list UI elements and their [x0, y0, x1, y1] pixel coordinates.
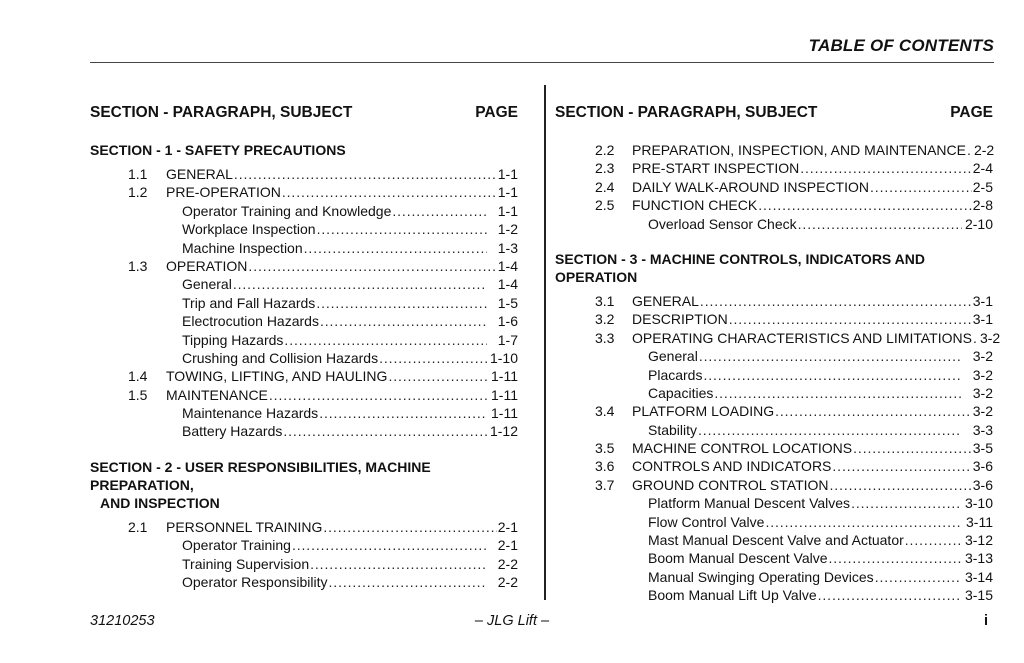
toc-entry-page: 2-1 [497, 518, 518, 535]
header-rule [90, 62, 994, 63]
column-header-subject: SECTION - PARAGRAPH, SUBJECT [90, 104, 353, 121]
toc-entry-number: 2.4 [595, 178, 615, 195]
toc-entry-title: Battery Hazards [182, 423, 283, 440]
toc-entry-title: PERSONNEL TRAINING [166, 518, 323, 535]
section-2-entries [90, 518, 518, 592]
toc-entry[interactable] [90, 165, 518, 183]
dot-leader [248, 257, 496, 275]
toc-entry-number: 3.2 [595, 311, 615, 328]
toc-entry[interactable] [90, 386, 518, 404]
toc-entry-page: 3-2 [972, 366, 993, 383]
dot-leader [323, 518, 496, 536]
toc-entry-page: 3-2 [972, 348, 993, 365]
toc-entry-title: PLATFORM LOADING [632, 403, 775, 420]
toc-entry[interactable] [555, 513, 993, 531]
dot-leader [775, 402, 972, 420]
section-3-heading: SECTION - 3 - MACHINE CONTROLS, INDICATORS AND OPERATION [555, 250, 925, 285]
toc-entry[interactable] [555, 141, 993, 159]
toc-entry-page: 3-5 [972, 440, 993, 457]
toc-entry-title: Mast Manual Descent Valve and Actuator [648, 532, 904, 549]
toc-entry-title: Stability [648, 421, 698, 438]
dot-leader [269, 386, 490, 404]
dot-leader [765, 513, 962, 531]
dot-leader [758, 196, 972, 214]
toc-entry-number: 3.4 [595, 403, 615, 420]
toc-entry[interactable] [90, 183, 518, 201]
toc-entry-title: General [182, 276, 232, 293]
dot-leader [319, 404, 487, 422]
toc-entry-title: Trip and Fall Hazards [182, 294, 316, 311]
section-3-entries [555, 292, 1001, 605]
section-2-heading [90, 458, 518, 512]
toc-entry-page: 1-10 [489, 349, 518, 366]
toc-entry-page: 3-2 [979, 329, 1001, 346]
toc-entry[interactable] [90, 312, 518, 330]
dot-leader [798, 215, 962, 233]
toc-entry-title: Operator Responsibility [182, 574, 328, 591]
page-title: TABLE OF CONTENTS [808, 36, 994, 55]
toc-entry-title: Workplace Inspection [182, 221, 316, 238]
toc-left-column [90, 104, 518, 591]
dot-leader [973, 329, 979, 347]
dot-leader [729, 310, 972, 328]
toc-entry[interactable] [90, 202, 518, 220]
column-header-page: PAGE [475, 104, 518, 121]
toc-entry-title: FUNCTION CHECK [632, 197, 758, 214]
toc-entry-number: 1.5 [128, 386, 148, 403]
toc-entry[interactable] [555, 586, 993, 604]
toc-entry-title: PRE-START INSPECTION [632, 160, 800, 177]
dot-leader [304, 239, 487, 257]
dot-leader [829, 549, 963, 567]
dot-leader [282, 183, 497, 201]
toc-entry[interactable] [555, 402, 993, 420]
dot-leader [832, 457, 971, 475]
toc-entry-title: DAILY WALK-AROUND INSPECTION [632, 178, 870, 195]
toc-entry-number: 1.3 [128, 257, 148, 274]
toc-entry-number: 3.7 [595, 476, 615, 493]
toc-entry[interactable] [90, 573, 518, 591]
toc-entry-title: DESCRIPTION [632, 311, 728, 328]
toc-entry[interactable] [90, 367, 518, 385]
column-header-subject: SECTION - PARAGRAPH, SUBJECT [555, 104, 818, 121]
dot-leader [703, 366, 962, 384]
toc-entry[interactable] [555, 439, 993, 457]
toc-entry-page: 2-2 [497, 555, 518, 572]
toc-entry-page: 3-6 [972, 476, 993, 493]
toc-entry-page: 3-11 [966, 513, 993, 530]
dot-leader [317, 220, 487, 238]
toc-entry-title: Platform Manual Descent Valves [648, 495, 851, 512]
toc-entry[interactable] [555, 568, 993, 586]
dot-leader [310, 555, 487, 573]
dot-leader [284, 331, 487, 349]
section-2-continued-entries [555, 141, 993, 233]
toc-entry[interactable] [555, 215, 993, 233]
toc-entry-title: Electrocution Hazards [182, 313, 319, 330]
toc-entry[interactable] [90, 220, 518, 238]
toc-entry-title: Placards [648, 366, 703, 383]
toc-entry-page: 3-14 [964, 568, 993, 585]
toc-entry[interactable] [555, 329, 1001, 347]
toc-entry-number: 3.5 [595, 440, 615, 457]
toc-entry-number: 3.6 [595, 458, 615, 475]
toc-right-column [555, 104, 1001, 605]
toc-entry[interactable] [90, 518, 518, 536]
document-number: 31210253 [90, 613, 155, 629]
toc-entry-number: 3.3 [595, 329, 615, 346]
toc-entry-page: 3-1 [972, 292, 993, 309]
toc-entry-page: 2-2 [497, 574, 518, 591]
toc-entry-page: 3-12 [964, 532, 993, 549]
toc-entry-title: CONTROLS AND INDICATORS [632, 458, 832, 475]
toc-entry-page: 1-1 [497, 166, 518, 182]
toc-entry-title: Manual Swinging Operating Devices [648, 568, 874, 585]
toc-entry-page: 1-2 [497, 221, 518, 238]
toc-entry-title: GROUND CONTROL STATION [632, 476, 829, 493]
toc-entry-page: 3-2 [972, 403, 993, 420]
column-header [90, 104, 518, 122]
toc-entry[interactable] [555, 159, 993, 177]
toc-entry[interactable] [555, 531, 993, 549]
toc-entry[interactable] [90, 331, 518, 349]
dot-leader [292, 536, 487, 554]
toc-entry-page: 2-5 [972, 178, 993, 195]
toc-entry-page: 1-11 [491, 405, 518, 422]
dot-leader [714, 384, 962, 402]
toc-entry-title: Flow Control Valve [648, 513, 765, 530]
section-2-heading-line1: SECTION - 2 - USER RESPONSIBILITIES, MACHINE PREPARATION, [90, 458, 431, 493]
toc-entry[interactable] [555, 476, 993, 494]
toc-entry-page: 1-3 [497, 239, 518, 256]
toc-entry-page: 1-1 [497, 184, 518, 201]
toc-entry[interactable] [555, 178, 993, 196]
footer-brand: – JLG Lift – [474, 613, 550, 629]
toc-entry-page: 2-4 [972, 160, 993, 177]
toc-entry-page: 3-15 [964, 587, 993, 604]
toc-entry-title: TOWING, LIFTING, AND HAULING [166, 368, 388, 385]
toc-entry[interactable] [555, 196, 993, 214]
toc-entry-page: 3-2 [972, 384, 993, 401]
page-number: i [983, 613, 988, 629]
toc-entry-page: 3-10 [964, 495, 993, 512]
toc-entry[interactable] [555, 494, 993, 512]
dot-leader [233, 275, 487, 293]
toc-entry-title: Operator Training [182, 537, 291, 554]
toc-entry[interactable] [90, 349, 518, 367]
toc-entry[interactable] [555, 549, 993, 567]
dot-leader [320, 312, 487, 330]
dot-leader [967, 141, 973, 159]
toc-entry-number: 3.1 [595, 292, 615, 309]
toc-entry-page: 1-11 [491, 368, 518, 385]
toc-entry-title: Capacities [648, 384, 714, 401]
toc-entry-page: 2-10 [964, 215, 993, 232]
toc-entry-page: 3-3 [972, 421, 993, 438]
toc-entry[interactable] [555, 347, 993, 365]
section-1-heading: SECTION - 1 - SAFETY PRECAUTIONS [90, 142, 346, 158]
toc-entry[interactable] [90, 404, 518, 422]
dot-leader [698, 421, 962, 439]
toc-entry-title: Boom Manual Descent Valve [648, 550, 828, 567]
toc-entry-number: 1.4 [128, 368, 148, 385]
dot-leader [853, 439, 972, 457]
toc-entry-number: 2.5 [595, 197, 615, 214]
toc-entry-title: General [648, 348, 698, 365]
dot-leader [283, 422, 487, 440]
toc-entry-title: PREPARATION, INSPECTION, AND MAINTENANCE [632, 142, 966, 158]
dot-leader [388, 367, 490, 385]
toc-entry-page: 1-6 [497, 313, 518, 330]
toc-entry-number: 2.1 [128, 518, 148, 535]
toc-entry[interactable] [555, 310, 993, 328]
toc-entry-page: 1-12 [489, 423, 518, 440]
toc-entry[interactable] [90, 294, 518, 312]
toc-entry-page: 2-8 [972, 197, 993, 214]
toc-entry-title: Boom Manual Lift Up Valve [648, 587, 817, 604]
toc-entry-page: 1-11 [491, 386, 518, 403]
toc-entry-page: 3-6 [972, 458, 993, 475]
toc-entry-page: 1-1 [497, 202, 518, 219]
toc-entry-number: 1.1 [128, 166, 148, 182]
toc-entry-title: MACHINE CONTROL LOCATIONS [632, 440, 853, 457]
toc-entry[interactable] [90, 536, 518, 554]
section-2-heading-line2: AND INSPECTION [100, 494, 220, 511]
toc-entry-title: MAINTENANCE [166, 386, 268, 403]
toc-entry[interactable] [555, 421, 993, 439]
toc-entry-title: GENERAL [632, 292, 699, 309]
column-header [555, 104, 993, 122]
toc-entry-title: Operator Training and Knowledge [182, 202, 392, 219]
toc-entry[interactable] [555, 384, 993, 402]
dot-leader [699, 347, 962, 365]
toc-entry-title: OPERATING CHARACTERISTICS AND LIMITATIONS [632, 329, 972, 346]
toc-entry-title: OPERATION [166, 257, 248, 274]
toc-entry-title: Crushing and Collision Hazards [182, 349, 379, 366]
dot-leader [818, 586, 962, 604]
toc-entry[interactable] [555, 366, 993, 384]
section-1-entries [90, 165, 518, 441]
dot-leader [905, 531, 962, 549]
toc-entry[interactable] [90, 422, 518, 440]
toc-entry-title: Tipping Hazards [182, 331, 284, 348]
dot-leader [329, 573, 487, 591]
toc-entry-title: Training Supervision [182, 555, 310, 572]
toc-entry-page: 2-2 [973, 142, 995, 158]
dot-leader [851, 494, 962, 512]
toc-entry-number: 2.3 [595, 160, 615, 177]
toc-entry[interactable] [555, 292, 993, 310]
toc-entry[interactable] [90, 555, 518, 573]
toc-entry-page: 2-1 [497, 537, 518, 554]
toc-entry[interactable] [90, 275, 518, 293]
toc-entry[interactable] [555, 457, 993, 475]
dot-leader [316, 294, 487, 312]
toc-entry-number: 2.2 [595, 142, 615, 158]
toc-entry-page: 1-5 [497, 294, 518, 311]
toc-entry-page: 3-13 [964, 550, 993, 567]
toc-entry-page: 1-7 [497, 331, 518, 348]
toc-entry-page: 3-1 [972, 311, 993, 328]
dot-leader [379, 349, 487, 367]
toc-entry-page: 1-4 [497, 257, 518, 274]
dot-leader [392, 202, 487, 220]
column-header-page: PAGE [950, 104, 993, 121]
dot-leader [234, 165, 497, 183]
dot-leader [800, 159, 972, 177]
dot-leader [700, 292, 972, 310]
toc-entry-number: 1.2 [128, 184, 148, 201]
dot-leader [870, 178, 972, 196]
toc-entry[interactable] [90, 257, 518, 275]
column-divider [544, 85, 546, 600]
toc-entry-title: Machine Inspection [182, 239, 303, 256]
dot-leader [830, 476, 972, 494]
toc-entry-title: PRE-OPERATION [166, 184, 281, 201]
toc-entry-title: Maintenance Hazards [182, 405, 319, 422]
toc-entry[interactable] [90, 239, 518, 257]
toc-entry-page: 1-4 [497, 276, 518, 293]
toc-entry-title: Overload Sensor Check [648, 215, 797, 232]
dot-leader [875, 568, 962, 586]
toc-entry-title: GENERAL [166, 166, 233, 182]
